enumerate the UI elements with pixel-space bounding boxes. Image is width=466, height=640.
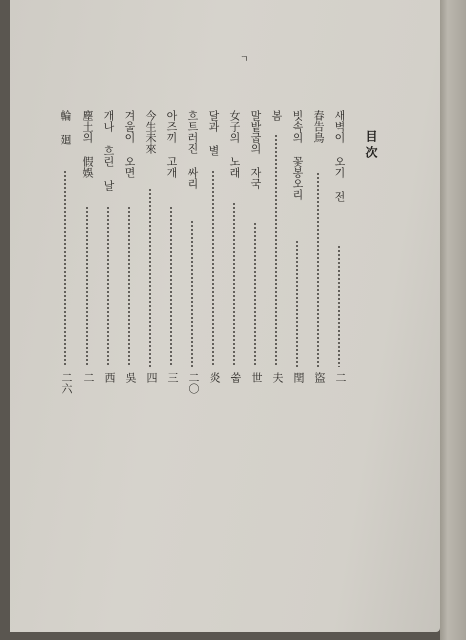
toc-entry [288, 110, 306, 200]
leader-dots [170, 206, 172, 367]
table-of-contents [10, 110, 440, 410]
toc-entry-title: 輪 廻 [59, 110, 72, 145]
toc-entry-page: 夫 [271, 372, 284, 383]
toc-entry-page: 쑵 [229, 372, 242, 383]
toc-entry-title: 말밭굽의 자국 [249, 110, 262, 189]
book-page [10, 0, 440, 632]
toc-entry-page: 四 [145, 372, 158, 383]
leader-dots [296, 240, 298, 367]
leader-dots [317, 172, 319, 367]
toc-entry-page: 世 [250, 372, 263, 383]
toc-entry-page: 盜 [313, 372, 326, 383]
leader-dots [233, 202, 235, 367]
toc-heading: 目次 [364, 130, 378, 162]
toc-entry-title: 아즈끼 고개 [165, 110, 178, 178]
toc-entry [141, 110, 159, 154]
leader-dots [64, 170, 66, 367]
toc-entry-title: 빗속의 꽃봉오리 [291, 110, 304, 200]
toc-entry [56, 110, 74, 145]
leader-dots [149, 188, 151, 367]
toc-entry [99, 110, 117, 191]
toc-entry [183, 110, 201, 189]
toc-entry-title: 女子의 노래 [228, 110, 241, 178]
toc-entry-page: 二六 [60, 372, 73, 394]
toc-entry-title: 今生未來 [144, 110, 157, 154]
toc-entry-title: 봄 [270, 110, 283, 121]
toc-entry [120, 110, 138, 178]
toc-entry [78, 110, 96, 178]
toc-entry [246, 110, 264, 189]
toc-entry-title: 달과 별 [207, 110, 220, 156]
toc-entry [225, 110, 243, 178]
toc-entry-title: 塵土의 假娛 [81, 110, 94, 178]
toc-entry [309, 110, 327, 143]
toc-entry-page: 二〇 [187, 372, 200, 394]
page-mark: ㄱ [240, 55, 249, 65]
toc-entry-page: 吳 [124, 372, 137, 383]
leader-dots [338, 245, 340, 367]
toc-entry-title: 春告鳥 [312, 110, 325, 143]
leader-dots [86, 206, 88, 367]
toc-entry [330, 110, 348, 202]
toc-entry [162, 110, 180, 178]
toc-entry-title: 개나 흐린 날 [102, 110, 115, 191]
toc-entry-title: 새벽이 오기 전 [333, 110, 346, 202]
leader-dots [212, 170, 214, 367]
toc-entry-page: 二 [82, 372, 95, 383]
toc-entry-page: 閏 [292, 372, 305, 383]
toc-entry-page: 炎 [208, 372, 221, 383]
leader-dots [128, 206, 130, 367]
leader-dots [275, 134, 277, 367]
toc-entry-page: 西 [103, 372, 116, 383]
toc-entry-title: 겨울이 오면 [123, 110, 136, 178]
toc-entry-title: 흐트러진 싸리 [186, 110, 199, 189]
toc-entry [267, 110, 285, 121]
leader-dots [107, 206, 109, 367]
toc-entry-page: 二 [334, 372, 347, 383]
toc-entry [204, 110, 222, 156]
next-page-edge [440, 0, 466, 640]
leader-dots [191, 220, 193, 367]
leader-dots [254, 222, 256, 367]
toc-entry-page: 三 [166, 372, 179, 383]
